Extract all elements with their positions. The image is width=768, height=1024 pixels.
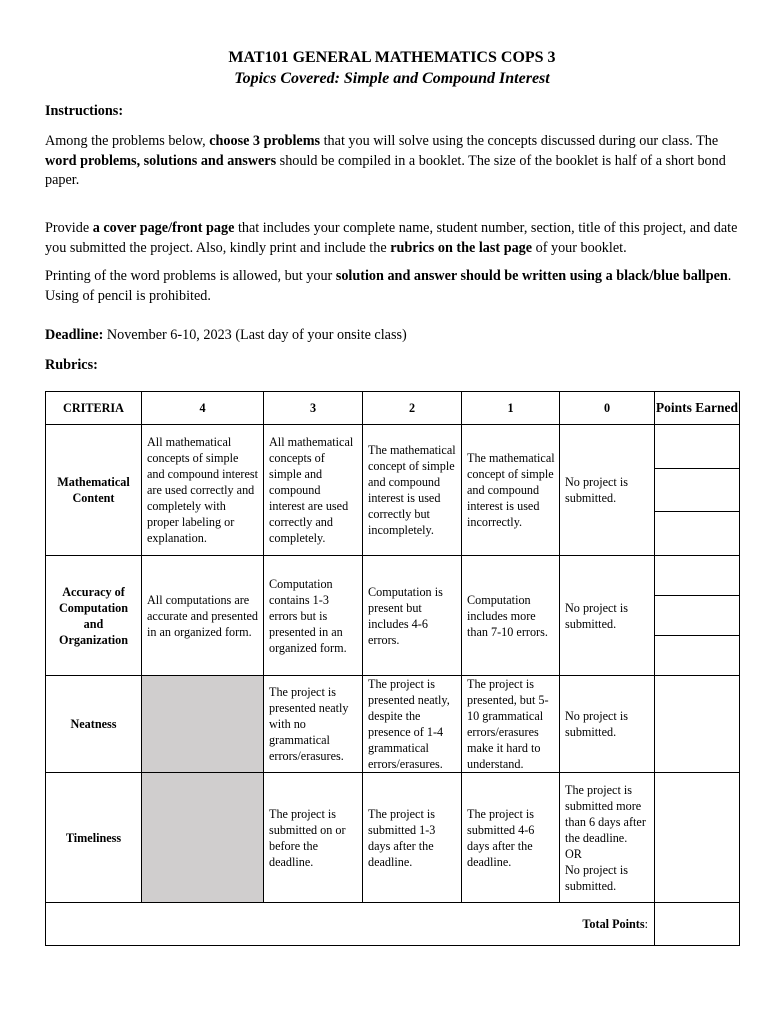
cell-score-1: The project is presented, but 5-10 grammatical errors/erasures make it hard to understand.	[462, 676, 560, 773]
text-run: of your booklet.	[532, 239, 627, 256]
bold-run: word problems, solutions and answers	[45, 152, 277, 169]
total-points-colon: :	[644, 917, 648, 931]
cell-score-1: The project is submitted 4-6 days after the deadline.	[462, 773, 560, 903]
cell-score-2: The project is presented neatly, despite the presence of 1-4 grammatical errors/erasures.	[363, 676, 462, 773]
cell-score-1: The mathematical concept of simple and compound interest is used incorrectly.	[462, 425, 560, 556]
text-run: that you will solve using the concepts discussed during our class. The	[320, 133, 719, 149]
text-run: Among the problems below,	[45, 133, 210, 149]
document-title: MAT101 GENERAL MATHEMATICS COPS 3	[228, 49, 556, 66]
score-0-or: OR	[565, 846, 582, 861]
instructions-heading: Instructions:	[45, 103, 124, 119]
text-run: . Using of pencil is prohibited.	[45, 268, 732, 304]
total-row	[46, 903, 740, 946]
shaded-cell	[142, 773, 264, 903]
text-run: should be compiled in a booklet. The size of the booklet is half of a short bond paper.	[45, 152, 726, 188]
text-run: Provide	[45, 220, 93, 236]
document-subtitle: Topics Covered: Simple and Compound Interest	[234, 70, 550, 87]
bold-run: solution and answer should be written using a black/blue ballpen	[335, 268, 728, 284]
rubric-header-row	[46, 392, 740, 425]
header-score-4: 4	[142, 392, 264, 425]
score-0-line-2: No project is submitted.	[565, 862, 628, 893]
header-score-0: 0	[560, 392, 655, 425]
criteria-neatness: Neatness	[46, 676, 142, 773]
cell-score-4: All mathematical concepts of simple and compound interest are used correctly and completely with proper labeling or explanation.	[142, 425, 264, 556]
table-row	[46, 676, 740, 773]
cell-score-0	[560, 773, 655, 903]
table-row	[46, 556, 740, 676]
cell-score-4: All computations are accurate and presented in an organized form.	[142, 556, 264, 676]
cell-score-2: The project is submitted 1-3 days after the deadline.	[363, 773, 462, 903]
total-points-label	[46, 903, 655, 946]
table-row	[46, 425, 740, 556]
header-points-earned: Points Earned	[655, 392, 740, 425]
cell-score-3: The project is submitted on or before the deadline.	[264, 773, 363, 903]
criteria-mathematical-content: Mathematical Content	[46, 425, 142, 556]
text-run: that includes your complete name, student number, section, title of this project, and date you submitted the project. Also, kindly print and include the	[45, 220, 738, 256]
bold-run: rubrics on the last page	[390, 239, 533, 256]
instructions-paragraph-2	[45, 219, 745, 258]
deadline-line	[45, 326, 407, 344]
bold-run: a cover page/front page	[92, 220, 235, 236]
total-points-cell[interactable]	[655, 903, 740, 946]
instructions-paragraph-1	[45, 132, 745, 191]
cell-score-3: All mathematical concepts of simple and compound interest are used correctly and completely.	[264, 425, 363, 556]
header-score-3: 3	[264, 392, 363, 425]
cell-score-0: No project is submitted.	[560, 556, 655, 676]
header-score-2: 2	[363, 392, 462, 425]
cell-score-1: Computation includes more than 7-10 errors.	[462, 556, 560, 676]
rubric-table	[45, 391, 740, 946]
header-score-1: 1	[462, 392, 560, 425]
score-0-line-1: The project is submitted more than 6 days after the deadline.	[565, 782, 646, 845]
points-earned-cell[interactable]	[655, 556, 740, 676]
points-earned-cell[interactable]	[655, 425, 740, 556]
cell-score-3: The project is presented neatly with no grammatical errors/erasures.	[264, 676, 363, 773]
instructions-paragraph-3	[45, 267, 745, 306]
header-criteria: CRITERIA	[46, 392, 142, 425]
deadline-label: Deadline:	[45, 327, 104, 343]
points-earned-cell[interactable]	[655, 676, 740, 773]
cell-score-2: The mathematical concept of simple and compound interest is used correctly but incompletely.	[363, 425, 462, 556]
criteria-timeliness: Timeliness	[46, 773, 142, 903]
table-row	[46, 773, 740, 903]
criteria-accuracy: Accuracy of Computation and Organization	[46, 556, 142, 676]
points-earned-cell[interactable]	[655, 773, 740, 903]
cell-score-0: No project is submitted.	[560, 676, 655, 773]
bold-run: choose 3 problems	[209, 133, 321, 149]
text-run: Printing of the word problems is allowed, but your	[45, 268, 336, 284]
cell-score-2: Computation is present but includes 4-6 errors.	[363, 556, 462, 676]
cell-score-3: Computation contains 1-3 errors but is presented in an organized form.	[264, 556, 363, 676]
shaded-cell	[142, 676, 264, 773]
deadline-value: November 6-10, 2023 (Last day of your onsite class)	[103, 327, 407, 343]
total-points-text: Total Points	[582, 917, 645, 931]
cell-score-0: No project is submitted.	[560, 425, 655, 556]
rubrics-heading: Rubrics:	[45, 357, 98, 373]
